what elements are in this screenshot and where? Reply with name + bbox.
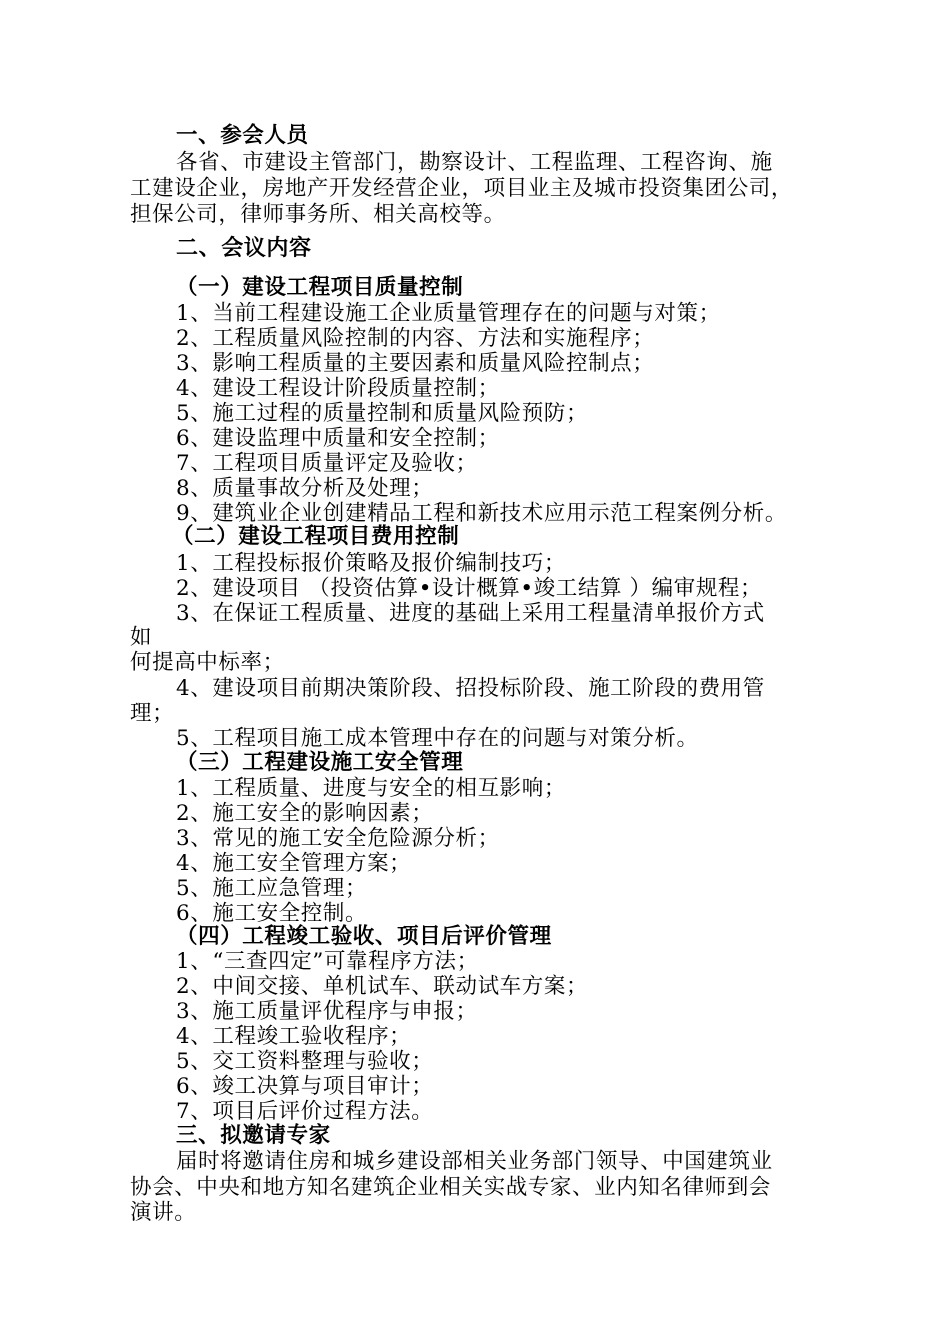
list-item: 理；	[130, 701, 175, 726]
list-item: 3、常见的施工安全危险源分析；	[176, 826, 500, 851]
section-heading-attendees: 一、参会人员	[176, 123, 309, 148]
list-item: 6、建设监理中质量和安全控制；	[176, 426, 500, 451]
paragraph-line: 协会、中央和地方知名建筑企业相关实战专家、业内知名律师到会	[130, 1175, 771, 1200]
list-item: 5、施工过程的质量控制和质量风险预防；	[176, 401, 589, 426]
list-item: 1、工程质量、进度与安全的相互影响；	[176, 776, 566, 801]
list-item: 如	[130, 625, 153, 650]
list-item: 9、建筑业企业创建精品工程和新技术应用示范工程案例分析。	[176, 501, 787, 526]
paragraph-line: 担保公司，律师事务所、相关高校等。	[130, 202, 506, 227]
list-item: 何提高中标率；	[130, 650, 285, 675]
list-item: 5、交工资料整理与验收；	[176, 1049, 434, 1074]
list-item: 1、当前工程建设施工企业质量管理存在的问题与对策；	[176, 301, 721, 326]
list-item: 7、工程项目质量评定及验收；	[176, 451, 478, 476]
subsection-title-cost: （二）建设工程项目费用控制	[172, 524, 460, 549]
subsection-title-acceptance: （四）工程竣工验收、项目后评价管理	[176, 924, 552, 949]
list-item: 1、“三查四定”可靠程序方法；	[176, 949, 479, 974]
list-item: 8、质量事故分析及处理；	[176, 476, 434, 501]
section-heading-experts: 三、拟邀请专家	[176, 1123, 331, 1148]
list-item: 2、建设项目 （投资估算•设计概算•竣工结算 ）编审规程；	[176, 576, 763, 601]
list-item: 2、中间交接、单机试车、联动试车方案；	[176, 974, 589, 999]
subsection-title-safety: （三）工程建设施工安全管理	[176, 750, 464, 775]
list-item: 5、工程项目施工成本管理中存在的问题与对策分析。	[176, 726, 699, 751]
list-item: 2、工程质量风险控制的内容、方法和实施程序；	[176, 326, 655, 351]
list-item: 6、施工安全控制。	[176, 901, 368, 926]
list-item: 3、影响工程质量的主要因素和质量风险控制点；	[176, 351, 655, 376]
paragraph-line: 各省、市建设主管部门，勘察设计、工程监理、工程咨询、施	[176, 150, 773, 175]
list-item: 1、工程投标报价策略及报价编制技巧；	[176, 551, 566, 576]
list-item: 3、施工质量评优程序与申报；	[176, 999, 478, 1024]
list-item: 4、施工安全管理方案；	[176, 851, 412, 876]
list-item: 5、施工应急管理；	[176, 876, 368, 901]
subsection-title-quality: （一）建设工程项目质量控制	[176, 275, 464, 300]
list-item: 3、在保证工程质量、进度的基础上采用工程量清单报价方式	[176, 601, 765, 626]
list-item: 4、工程竣工验收程序；	[176, 1024, 412, 1049]
paragraph-line: 工建设企业，房地产开发经营企业，项目业主及城市投资集团公司，	[130, 176, 794, 201]
paragraph-line: 演讲。	[130, 1200, 197, 1225]
list-item: 7、项目后评价过程方法。	[176, 1099, 434, 1124]
list-item: 6、竣工决算与项目审计；	[176, 1074, 434, 1099]
list-item: 4、建设工程设计阶段质量控制；	[176, 376, 500, 401]
section-heading-content: 二、会议内容	[176, 236, 312, 261]
list-item: 2、施工安全的影响因素；	[176, 801, 434, 826]
list-item: 4、建设项目前期决策阶段、招投标阶段、施工阶段的费用管	[176, 676, 765, 701]
paragraph-line: 届时将邀请住房和城乡建设部相关业务部门领导、中国建筑业	[176, 1149, 773, 1174]
